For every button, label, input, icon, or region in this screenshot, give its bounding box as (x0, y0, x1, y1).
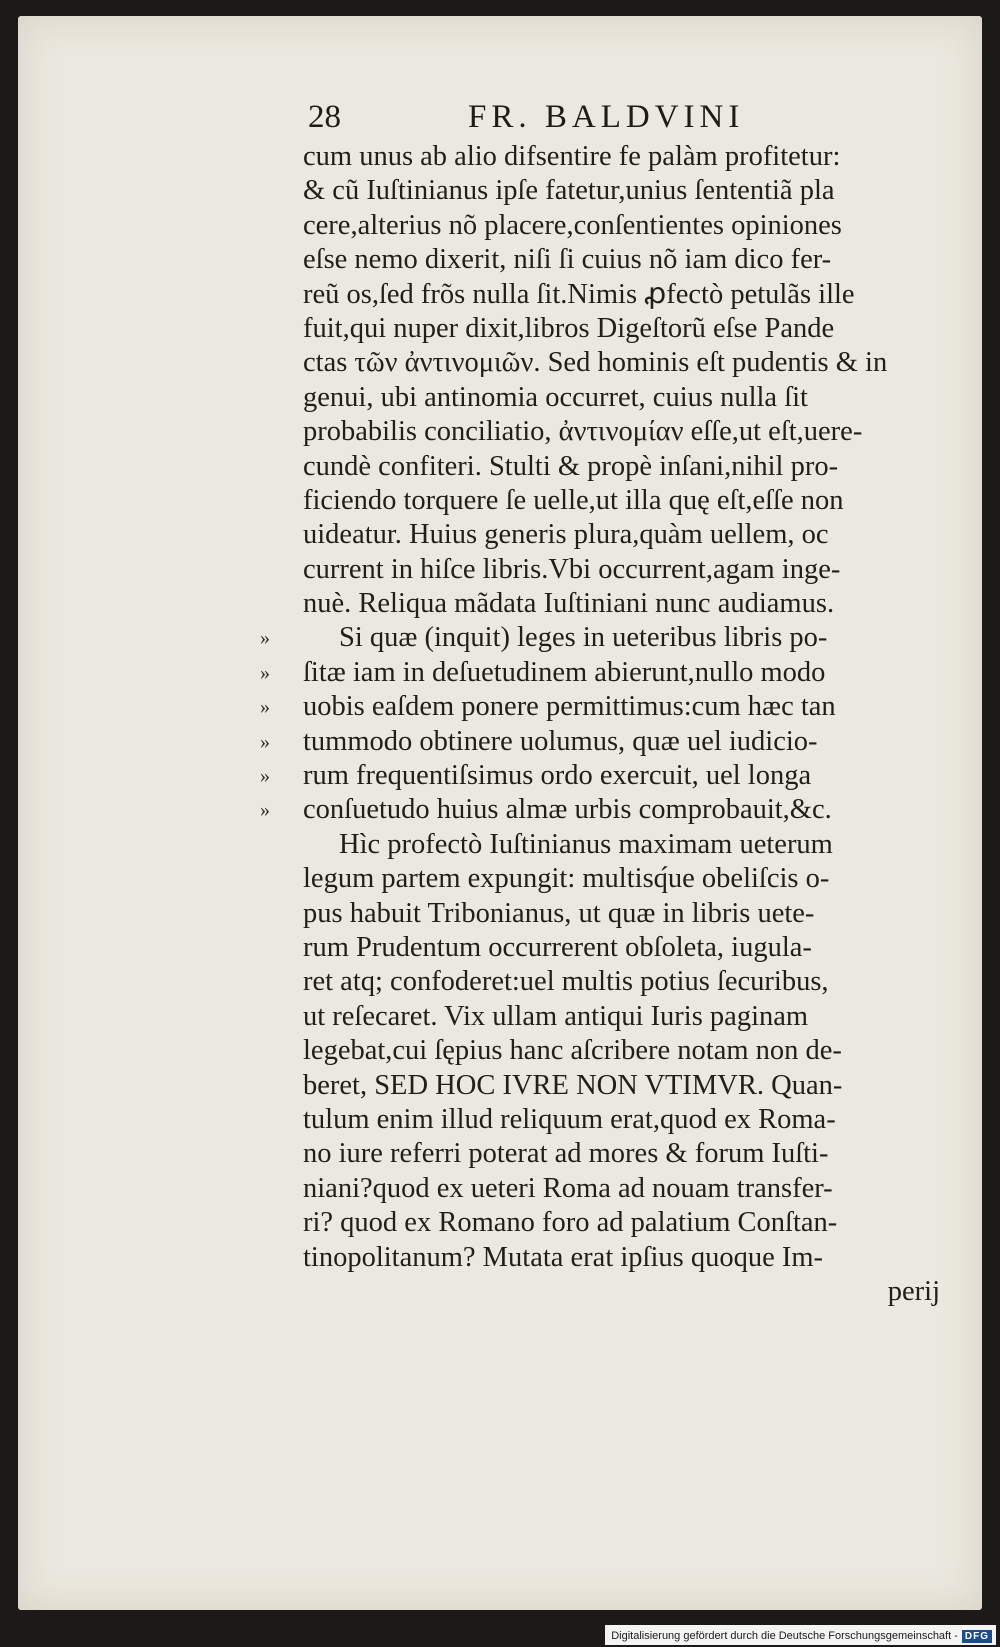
text-line: » Si quæ (inquit) leges in ueteribus libris po- (303, 621, 943, 655)
dfg-logo: DFG (962, 1630, 992, 1643)
text-line: » ſitæ iam in deſuetudinem abierunt,nullo modo (303, 656, 943, 690)
text-body (260, 140, 943, 1309)
text-line: » rum frequentiſsimus ordo exercuit, uel longa (303, 759, 943, 793)
text-line: eſse nemo dixerit, niſi ſi cuius nõ iam dico fer- (303, 244, 832, 276)
text-line: pus habuit Tribonianus, ut quæ in libris uete- (303, 897, 815, 929)
text-line: Hìc profectò Iuſtinianus maximam ueterum (339, 828, 833, 860)
running-head: FR. BALDVINI (468, 99, 745, 135)
credit-text: Digitalisierung gefördert durch die Deutsche Forschungsgemeinschaft - (611, 1630, 958, 1642)
page-header (308, 99, 803, 139)
quotation-mark: » (260, 627, 270, 650)
digitization-credit (605, 1625, 996, 1645)
text-line: ctas τῶν ἀντινομιῶν. Sed hominis eſt pudentis & in (303, 347, 888, 379)
text-line: genui, ubi antinomia occurret, cuius nulla ſit (303, 381, 808, 413)
text-line: » uobis eaſdem ponere permittimus:cum hæc tan (303, 690, 943, 724)
catchword: perij (887, 1275, 940, 1307)
text-line: rum Prudentum occurrerent obſoleta, iugula- (303, 931, 812, 963)
text-line: reũ os,ſed frõs nulla ſit.Nimis ꝓfectò petulãs ille (303, 278, 855, 310)
text-line: & cũ Iuſtinianus ipſe fatetur,unius ſententiã pla (303, 175, 835, 207)
text-line: cundè confiteri. Stulti & propè inſani,nihil pro- (303, 450, 839, 482)
text-line: legum partem expungit: multisq́ue obeliſcis o- (303, 863, 830, 895)
text-line: tulum enim illud reliquum erat,quod ex Roma- (303, 1103, 836, 1135)
text-line: legebat,cui ſępius hanc aſcribere notam non de- (303, 1035, 842, 1067)
text-line: tinopolitanum? Mutata erat ipſius quoque Im- (303, 1241, 824, 1273)
text-line: niani?quod ex ueteri Roma ad nouam transfer- (303, 1172, 833, 1204)
text-line: current in hiſce libris.Vbi occurrent,agam inge- (303, 553, 841, 585)
text-line: ri? quod ex Romano foro ad palatium Conſtan- (303, 1207, 838, 1239)
quotation-mark: » (260, 730, 270, 753)
text-line: uideatur. Huius generis plura,quàm uellem, oc (303, 519, 829, 551)
text-line: beret, SED HOC IVRE NON VTIMVR. Quan- (303, 1069, 843, 1101)
text-line: cere,alterius nõ placere,conſentientes opiniones (303, 209, 842, 241)
text-line: nuè. Reliqua mãdata Iuſtiniani nunc audiamus. (303, 588, 835, 620)
quotation-mark: » (260, 765, 270, 788)
text-line: ret atq; confoderet:uel multis potius ſecuribus, (303, 966, 829, 998)
text-line: cum unus ab alio difsentire fe palàm profitetur: (303, 141, 841, 172)
text-line: » tummodo obtinere uolumus, quæ uel iudicio- (303, 725, 943, 759)
text-line: no iure referri poterat ad mores & forum Iuſti- (303, 1138, 829, 1170)
text-line: » conſuetudo huius almæ urbis comprobauit,&c. (303, 793, 943, 827)
text-line: fuit,qui nuper dixit,libros Digeſtorũ eſse Pande (303, 312, 835, 344)
text-line: probabilis conciliatio, ἀντινομίαν eſſe,ut eſt,uere- (303, 416, 863, 448)
page-number: 28 (308, 99, 341, 135)
text-line: ut reſecaret. Vix ullam antiqui Iuris paginam (303, 1000, 809, 1032)
quotation-mark: » (260, 661, 270, 684)
quotation-mark: » (260, 799, 270, 822)
quotation-mark: » (260, 696, 270, 719)
text-line: ficiendo torquere ſe uelle,ut illa quę eſt,eſſe non (303, 484, 844, 516)
